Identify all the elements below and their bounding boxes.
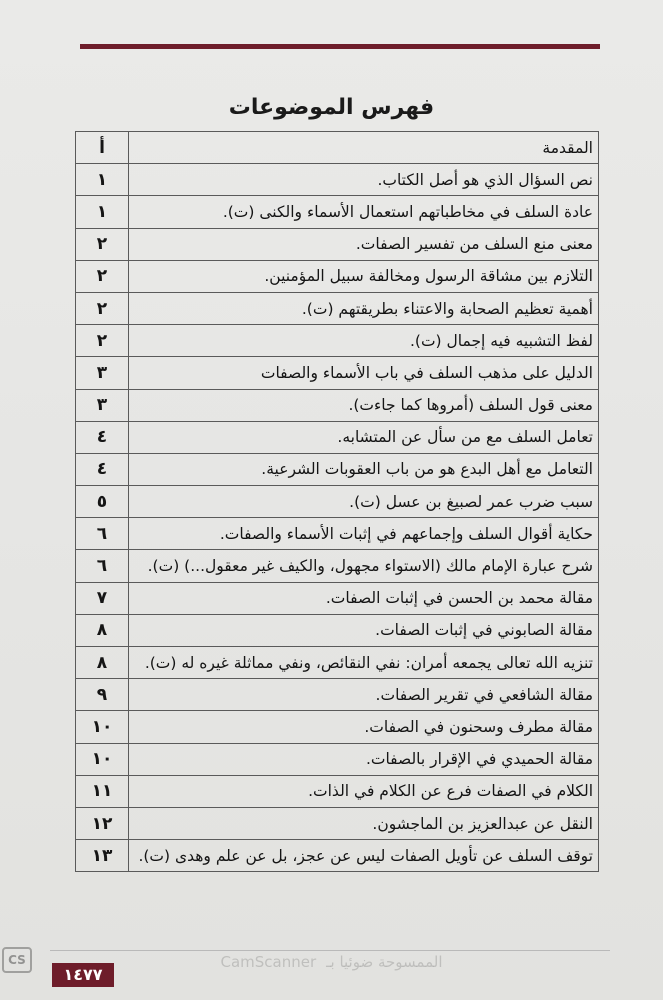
toc-topic: نص السؤال الذي هو أصل الكتاب. — [129, 164, 599, 196]
toc-topic: معنى منع السلف من تفسير الصفات. — [129, 228, 599, 260]
toc-topic: شرح عبارة الإمام مالك (الاستواء مجهول، والكيف غير معقول...) (ت). — [129, 550, 599, 582]
toc-topic: مقالة الشافعي في تقرير الصفات. — [129, 679, 599, 711]
toc-page-number: ٦ — [76, 518, 129, 550]
toc-page-number: ١٣ — [76, 840, 129, 872]
toc-topic: لفظ التشبيه فيه إجمال (ت). — [129, 325, 599, 357]
toc-page-number: أ — [76, 132, 129, 164]
toc-page-number: ٥ — [76, 486, 129, 518]
toc-page-number: ٤ — [76, 421, 129, 453]
toc-row — [76, 132, 599, 164]
toc-topic: مقالة مطرف وسحنون في الصفات. — [129, 711, 599, 743]
toc-row — [76, 325, 599, 357]
watermark-arabic: الممسوحة ضوئيا بـ — [326, 953, 443, 971]
toc-topic: النقل عن عبدالعزيز بن الماجشون. — [129, 807, 599, 839]
toc-body — [76, 132, 599, 872]
toc-page-number: ١٠ — [76, 711, 129, 743]
toc-page-number: ٤ — [76, 453, 129, 485]
toc-topic: التعامل مع أهل البدع هو من باب العقوبات الشرعية. — [129, 453, 599, 485]
toc-page-number: ١١ — [76, 775, 129, 807]
toc-row — [76, 260, 599, 292]
toc-topic: أهمية تعظيم الصحابة والاعتناء بطريقتهم (ت). — [129, 292, 599, 324]
toc-page-number: ٢ — [76, 260, 129, 292]
toc-page-number: ١ — [76, 196, 129, 228]
toc-topic: تنزيه الله تعالى يجمعه أمران: نفي النقائص، ونفي مماثلة غيره له (ت). — [129, 647, 599, 679]
toc-row — [76, 647, 599, 679]
toc-row — [76, 357, 599, 389]
toc-row — [76, 614, 599, 646]
toc-page-number: ١٠ — [76, 743, 129, 775]
toc-page-number: ٨ — [76, 647, 129, 679]
toc-row — [76, 679, 599, 711]
toc-row — [76, 486, 599, 518]
toc-table — [75, 131, 599, 872]
toc-topic: التلازم بين مشاقة الرسول ومخالفة سبيل المؤمنين. — [129, 260, 599, 292]
toc-page-number: ٢ — [76, 292, 129, 324]
toc-page-number: ٧ — [76, 582, 129, 614]
toc-topic: معنى قول السلف (أمروها كما جاءت). — [129, 389, 599, 421]
toc-page-number: ٢ — [76, 325, 129, 357]
toc-row — [76, 292, 599, 324]
toc-topic: المقدمة — [129, 132, 599, 164]
toc-page-number: ٩ — [76, 679, 129, 711]
toc-row — [76, 228, 599, 260]
toc-topic: مقالة محمد بن الحسن في إثبات الصفات. — [129, 582, 599, 614]
toc-topic: حكاية أقوال السلف وإجماعهم في إثبات الأسماء والصفات. — [129, 518, 599, 550]
toc-row — [76, 743, 599, 775]
toc-page-number: ١ — [76, 164, 129, 196]
toc-topic: الدليل على مذهب السلف في باب الأسماء والصفات — [129, 357, 599, 389]
toc-topic: تعامل السلف مع من سأل عن المتشابه. — [129, 421, 599, 453]
camscanner-logo-icon: CS — [2, 947, 32, 973]
toc-row — [76, 164, 599, 196]
toc-row — [76, 518, 599, 550]
page-title: فهرس الموضوعات — [228, 95, 435, 120]
toc-row — [76, 840, 599, 872]
page-number-badge: ١٤٧٧ — [52, 963, 114, 987]
toc-row — [76, 196, 599, 228]
toc-row — [76, 711, 599, 743]
toc-page-number: ٦ — [76, 550, 129, 582]
footer-rule — [50, 950, 610, 951]
toc-topic: سبب ضرب عمر لصبيغ بن عسل (ت). — [129, 486, 599, 518]
watermark-latin: CamScanner — [220, 953, 317, 971]
toc-page-number: ٢ — [76, 228, 129, 260]
toc-row — [76, 775, 599, 807]
toc-page-number: ٨ — [76, 614, 129, 646]
toc-topic: الكلام في الصفات فرع عن الكلام في الذات. — [129, 775, 599, 807]
toc-page-number: ٣ — [76, 357, 129, 389]
toc-row — [76, 807, 599, 839]
toc-row — [76, 582, 599, 614]
toc-row — [76, 453, 599, 485]
toc-row — [76, 550, 599, 582]
header-rule — [80, 44, 600, 49]
toc-topic: توقف السلف عن تأويل الصفات ليس عن عجز، بل عن علم وهدى (ت). — [129, 840, 599, 872]
toc-row — [76, 389, 599, 421]
toc-topic: عادة السلف في مخاطباتهم استعمال الأسماء والكنى (ت). — [129, 196, 599, 228]
toc-page-number: ١٢ — [76, 807, 129, 839]
toc-page-number: ٣ — [76, 389, 129, 421]
toc-topic: مقالة الحميدي في الإقرار بالصفات. — [129, 743, 599, 775]
toc-row — [76, 421, 599, 453]
toc-topic: مقالة الصابوني في إثبات الصفات. — [129, 614, 599, 646]
